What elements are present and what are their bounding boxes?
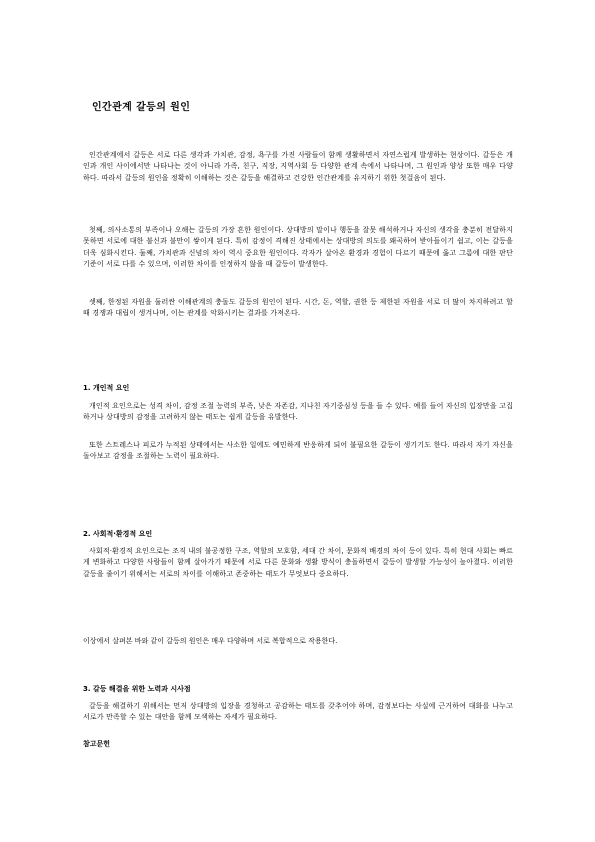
section-3-heading: 3. 갈등 해결을 위한 노력과 시사점 bbox=[83, 685, 191, 693]
section-2-paragraph-1: 사회적·환경적 요인으로는 조직 내의 불공정한 구조, 역할의 모호함, 세대 간 차이, 문화적 배경의 차이 등이 있다. 특히 현대 사회는 빠르게 변화하고 다양한 사람들이 함께 살아가기 때문에 서로 다른 문화와 생활 방식이 충돌하면서 갈등이 발생할 가능성이 높아졌다. 이러한 갈등을 줄이기 위해서는 서로의 차이를 이해하고 존중하는 태도가 무엇보다 중요하다. bbox=[83, 547, 513, 578]
section-1-heading: 1. 개인적 요인 bbox=[83, 384, 130, 392]
document-title: 인간관계 갈등의 원인 bbox=[92, 102, 191, 113]
section-3-paragraph-1: 갈등을 해결하기 위해서는 먼저 상대방의 입장을 경청하고 공감하는 태도를 갖추어야 하며, 감정보다는 사실에 근거하여 대화를 나누고 서로가 만족할 수 있는 대안을 함께 모색하는 자세가 필요하다. bbox=[83, 702, 513, 722]
section-2-summary: 이상에서 살펴본 바와 같이 갈등의 원인은 매우 다양하며 서로 복합적으로 작용한다. bbox=[83, 637, 338, 645]
section-1-paragraph-1: 개인적 요인으로는 성격 차이, 감정 조절 능력의 부족, 낮은 자존감, 지나친 자기중심성 등을 들 수 있다. 예를 들어 자신의 입장만을 고집하거나 상대방의 감정을 고려하지 않는 태도는 쉽게 갈등을 유발한다. bbox=[83, 402, 513, 422]
section-2-heading: 2. 사회적·환경적 요인 bbox=[83, 530, 153, 538]
intro-paragraph-3: 셋째, 한정된 자원을 둘러싼 이해관계의 충돌도 갈등의 원인이 된다. 시간, 돈, 역할, 권한 등 제한된 자원을 서로 더 많이 차지하려고 할 때 경쟁과 대립이 생겨나며, 이는 관계를 악화시키는 결과를 가져온다. bbox=[83, 298, 513, 318]
references-label: 참고문헌 bbox=[83, 740, 111, 748]
intro-paragraph-1: 인간관계에서 갈등은 서로 다른 생각과 가치관, 감정, 욕구를 가진 사람들이 함께 생활하면서 자연스럽게 발생하는 현상이다. 갈등은 개인과 개인 사이에서만 나타나는 것이 아니라 가족, 친구, 직장, 지역사회 등 다양한 관계 속에서 나타나며, 그 원인과 양상 또한 매우 다양하다. 따라서 갈등의 원인을 정확히 이해하는 것은 갈등을 해결하고 건강한 인간관계를 유지하기 위한 첫걸음이 된다. bbox=[83, 151, 513, 182]
section-1-paragraph-2: 또한 스트레스나 피로가 누적된 상태에서는 사소한 일에도 예민하게 반응하게 되어 불필요한 갈등이 생기기도 한다. 따라서 자기 자신을 돌아보고 감정을 조절하는 노력이 필요하다. bbox=[83, 441, 513, 461]
intro-paragraph-2: 첫째, 의사소통의 부족이나 오해는 갈등의 가장 흔한 원인이다. 상대방의 말이나 행동을 잘못 해석하거나 자신의 생각을 충분히 전달하지 못하면 서로에 대한 불신과 불만이 쌓이게 된다. 특히 감정이 격해진 상태에서는 상대방의 의도를 왜곡하여 받아들이기 쉽고, 이는 갈등을 더욱 심화시킨다. 둘째, 가치관과 신념의 차이 역시 중요한 원인이다. 각자가 살아온 환경과 경험이 다르기 때문에 옳고 그름에 대한 판단 기준이 서로 다를 수 있으며, 이러한 차이를 인정하지 않을 때 갈등이 발생한다. bbox=[83, 226, 513, 268]
